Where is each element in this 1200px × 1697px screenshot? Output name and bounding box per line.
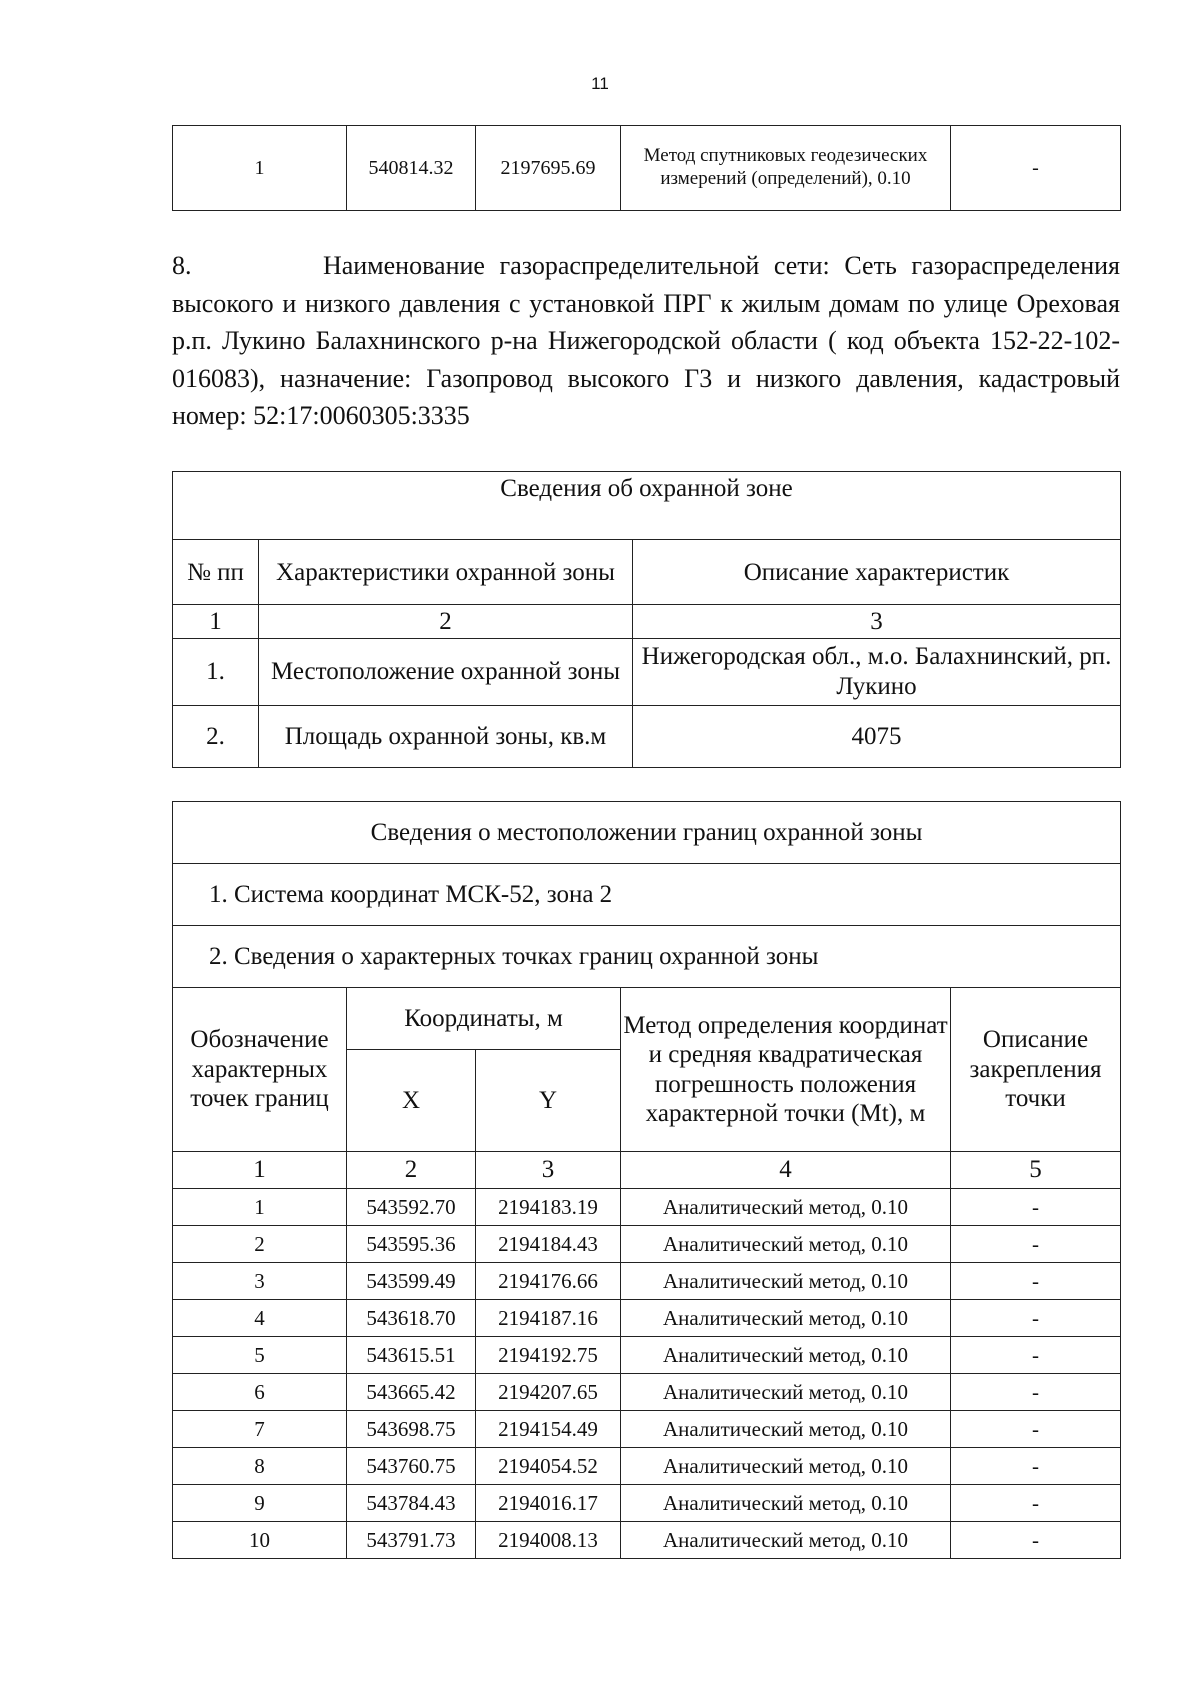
table-title-row — [173, 802, 1121, 864]
points-title-row — [173, 926, 1121, 988]
table-row — [173, 1226, 1121, 1263]
point-description: - — [951, 1522, 1121, 1559]
table-row — [173, 1374, 1121, 1411]
header-method: Метод определения координат и средняя квадратическая погрешность положения характерной точки (Mt), м — [621, 988, 951, 1152]
coord-x: 543784.43 — [347, 1485, 476, 1522]
index-cell: 2 — [347, 1152, 476, 1189]
coord-x: 543698.75 — [347, 1411, 476, 1448]
paragraph-number: 8. — [172, 251, 192, 280]
header-designation: Обозначение характерных точек границ — [173, 988, 347, 1152]
page-number: 11 — [591, 74, 609, 93]
method: Аналитический метод, 0.10 — [621, 1226, 951, 1263]
coord-y: 2194008.13 — [476, 1522, 621, 1559]
point-number: 10 — [173, 1522, 347, 1559]
boundary-coordinates-table — [172, 801, 1121, 1559]
header-y: Y — [476, 1050, 621, 1152]
table-row — [173, 1300, 1121, 1337]
method: Аналитический метод, 0.10 — [621, 1337, 951, 1374]
point-number: 5 — [173, 1337, 347, 1374]
point-number: 6 — [173, 1374, 347, 1411]
method: Аналитический метод, 0.10 — [621, 1300, 951, 1337]
index-cell: 3 — [476, 1152, 621, 1189]
index-row — [173, 1152, 1121, 1189]
header-point-description: Описание закрепления точки — [951, 988, 1121, 1152]
coord-x: 543665.42 — [347, 1374, 476, 1411]
point-description: - — [951, 1448, 1121, 1485]
coord-x: 543595.36 — [347, 1226, 476, 1263]
point-description: - — [951, 1226, 1121, 1263]
point-number: 4 — [173, 1300, 347, 1337]
row-number: 1. — [173, 638, 259, 705]
method: Метод спутниковых геодезических измерений (определений), 0.10 — [621, 126, 951, 211]
coordinate-system-row — [173, 864, 1121, 926]
table-row — [173, 1411, 1121, 1448]
coord-y: 2194184.43 — [476, 1226, 621, 1263]
coord-y: 2194183.19 — [476, 1189, 621, 1226]
coord-x: 543599.49 — [347, 1263, 476, 1300]
coordinate-system: 1. Система координат МСК-52, зона 2 — [173, 864, 1121, 926]
index-cell: 5 — [951, 1152, 1121, 1189]
method: Аналитический метод, 0.10 — [621, 1263, 951, 1300]
table-header-row — [173, 540, 1121, 605]
characteristic: Площадь охранной зоны, кв.м — [259, 705, 633, 767]
header-x: X — [347, 1050, 476, 1152]
table-row — [173, 1448, 1121, 1485]
characteristic: Местоположение охранной зоны — [259, 638, 633, 705]
index-cell: 1 — [173, 1152, 347, 1189]
index-row — [173, 605, 1121, 638]
table-title: Сведения об охранной зоне — [173, 472, 1121, 540]
value: 4075 — [633, 705, 1121, 767]
method: Аналитический метод, 0.10 — [621, 1522, 951, 1559]
index-cell: 4 — [621, 1152, 951, 1189]
table-row — [173, 1485, 1121, 1522]
method: Аналитический метод, 0.10 — [621, 1374, 951, 1411]
point-description: - — [951, 1263, 1121, 1300]
table-row — [173, 638, 1121, 705]
coord-y: 2194187.16 — [476, 1300, 621, 1337]
table-title: Сведения о местоположении границ охранной зоны — [173, 802, 1121, 864]
coord-y: 2197695.69 — [476, 126, 621, 211]
coord-x: 540814.32 — [347, 126, 476, 211]
header-coordinates: Координаты, м — [347, 988, 621, 1050]
point-description: - — [951, 1485, 1121, 1522]
coord-y: 2194016.17 — [476, 1485, 621, 1522]
row-number: 2. — [173, 705, 259, 767]
table-header-row — [173, 988, 1121, 1050]
previous-coordinates-table — [172, 125, 1121, 211]
points-title: 2. Сведения о характерных точках границ охранной зоны — [173, 926, 1121, 988]
method: Аналитический метод, 0.10 — [621, 1411, 951, 1448]
protection-zone-table — [172, 471, 1121, 768]
coord-x: 543615.51 — [347, 1337, 476, 1374]
coord-y: 2194054.52 — [476, 1448, 621, 1485]
header-characteristics: Характеристики охранной зоны — [259, 540, 633, 605]
coord-x: 543592.70 — [347, 1189, 476, 1226]
section-paragraph — [172, 247, 1120, 435]
table-row — [173, 1263, 1121, 1300]
table-row — [173, 126, 1121, 211]
method: Аналитический метод, 0.10 — [621, 1485, 951, 1522]
table-row — [173, 705, 1121, 767]
coord-x: 543618.70 — [347, 1300, 476, 1337]
coord-y: 2194192.75 — [476, 1337, 621, 1374]
coord-x: 543791.73 — [347, 1522, 476, 1559]
coord-x: 543760.75 — [347, 1448, 476, 1485]
point-description: - — [951, 126, 1121, 211]
point-number: 3 — [173, 1263, 347, 1300]
point-description: - — [951, 1411, 1121, 1448]
method: Аналитический метод, 0.10 — [621, 1448, 951, 1485]
point-number: 9 — [173, 1485, 347, 1522]
point-number: 1 — [173, 126, 347, 211]
index-cell: 2 — [259, 605, 633, 638]
value: Нижегородская обл., м.о. Балахнинский, рп. Лукино — [633, 638, 1121, 705]
table-row — [173, 1522, 1121, 1559]
point-description: - — [951, 1374, 1121, 1411]
point-number: 8 — [173, 1448, 347, 1485]
table-row — [173, 1189, 1121, 1226]
table-row — [173, 1337, 1121, 1374]
paragraph-text: Наименование газораспределительной сети: Сеть газораспределения высокого и низкого давления с установкой ПРГ к жилым домам по улице Ореховая р.п. Лукино Балахнинского р-на Нижегородской области ( код объекта 152-22-102-016083), назначение: Газопровод высокого Г3 и низкого давления, кадастровый номер: 52:17:0060305:3335 — [172, 251, 1120, 430]
method: Аналитический метод, 0.10 — [621, 1189, 951, 1226]
index-cell: 1 — [173, 605, 259, 638]
index-cell: 3 — [633, 605, 1121, 638]
point-number: 2 — [173, 1226, 347, 1263]
point-description: - — [951, 1189, 1121, 1226]
header-number: № пп — [173, 540, 259, 605]
header-description: Описание характеристик — [633, 540, 1121, 605]
table-title-row — [173, 472, 1121, 540]
point-number: 1 — [173, 1189, 347, 1226]
point-description: - — [951, 1300, 1121, 1337]
coord-y: 2194176.66 — [476, 1263, 621, 1300]
point-number: 7 — [173, 1411, 347, 1448]
point-description: - — [951, 1337, 1121, 1374]
coord-y: 2194154.49 — [476, 1411, 621, 1448]
coord-y: 2194207.65 — [476, 1374, 621, 1411]
